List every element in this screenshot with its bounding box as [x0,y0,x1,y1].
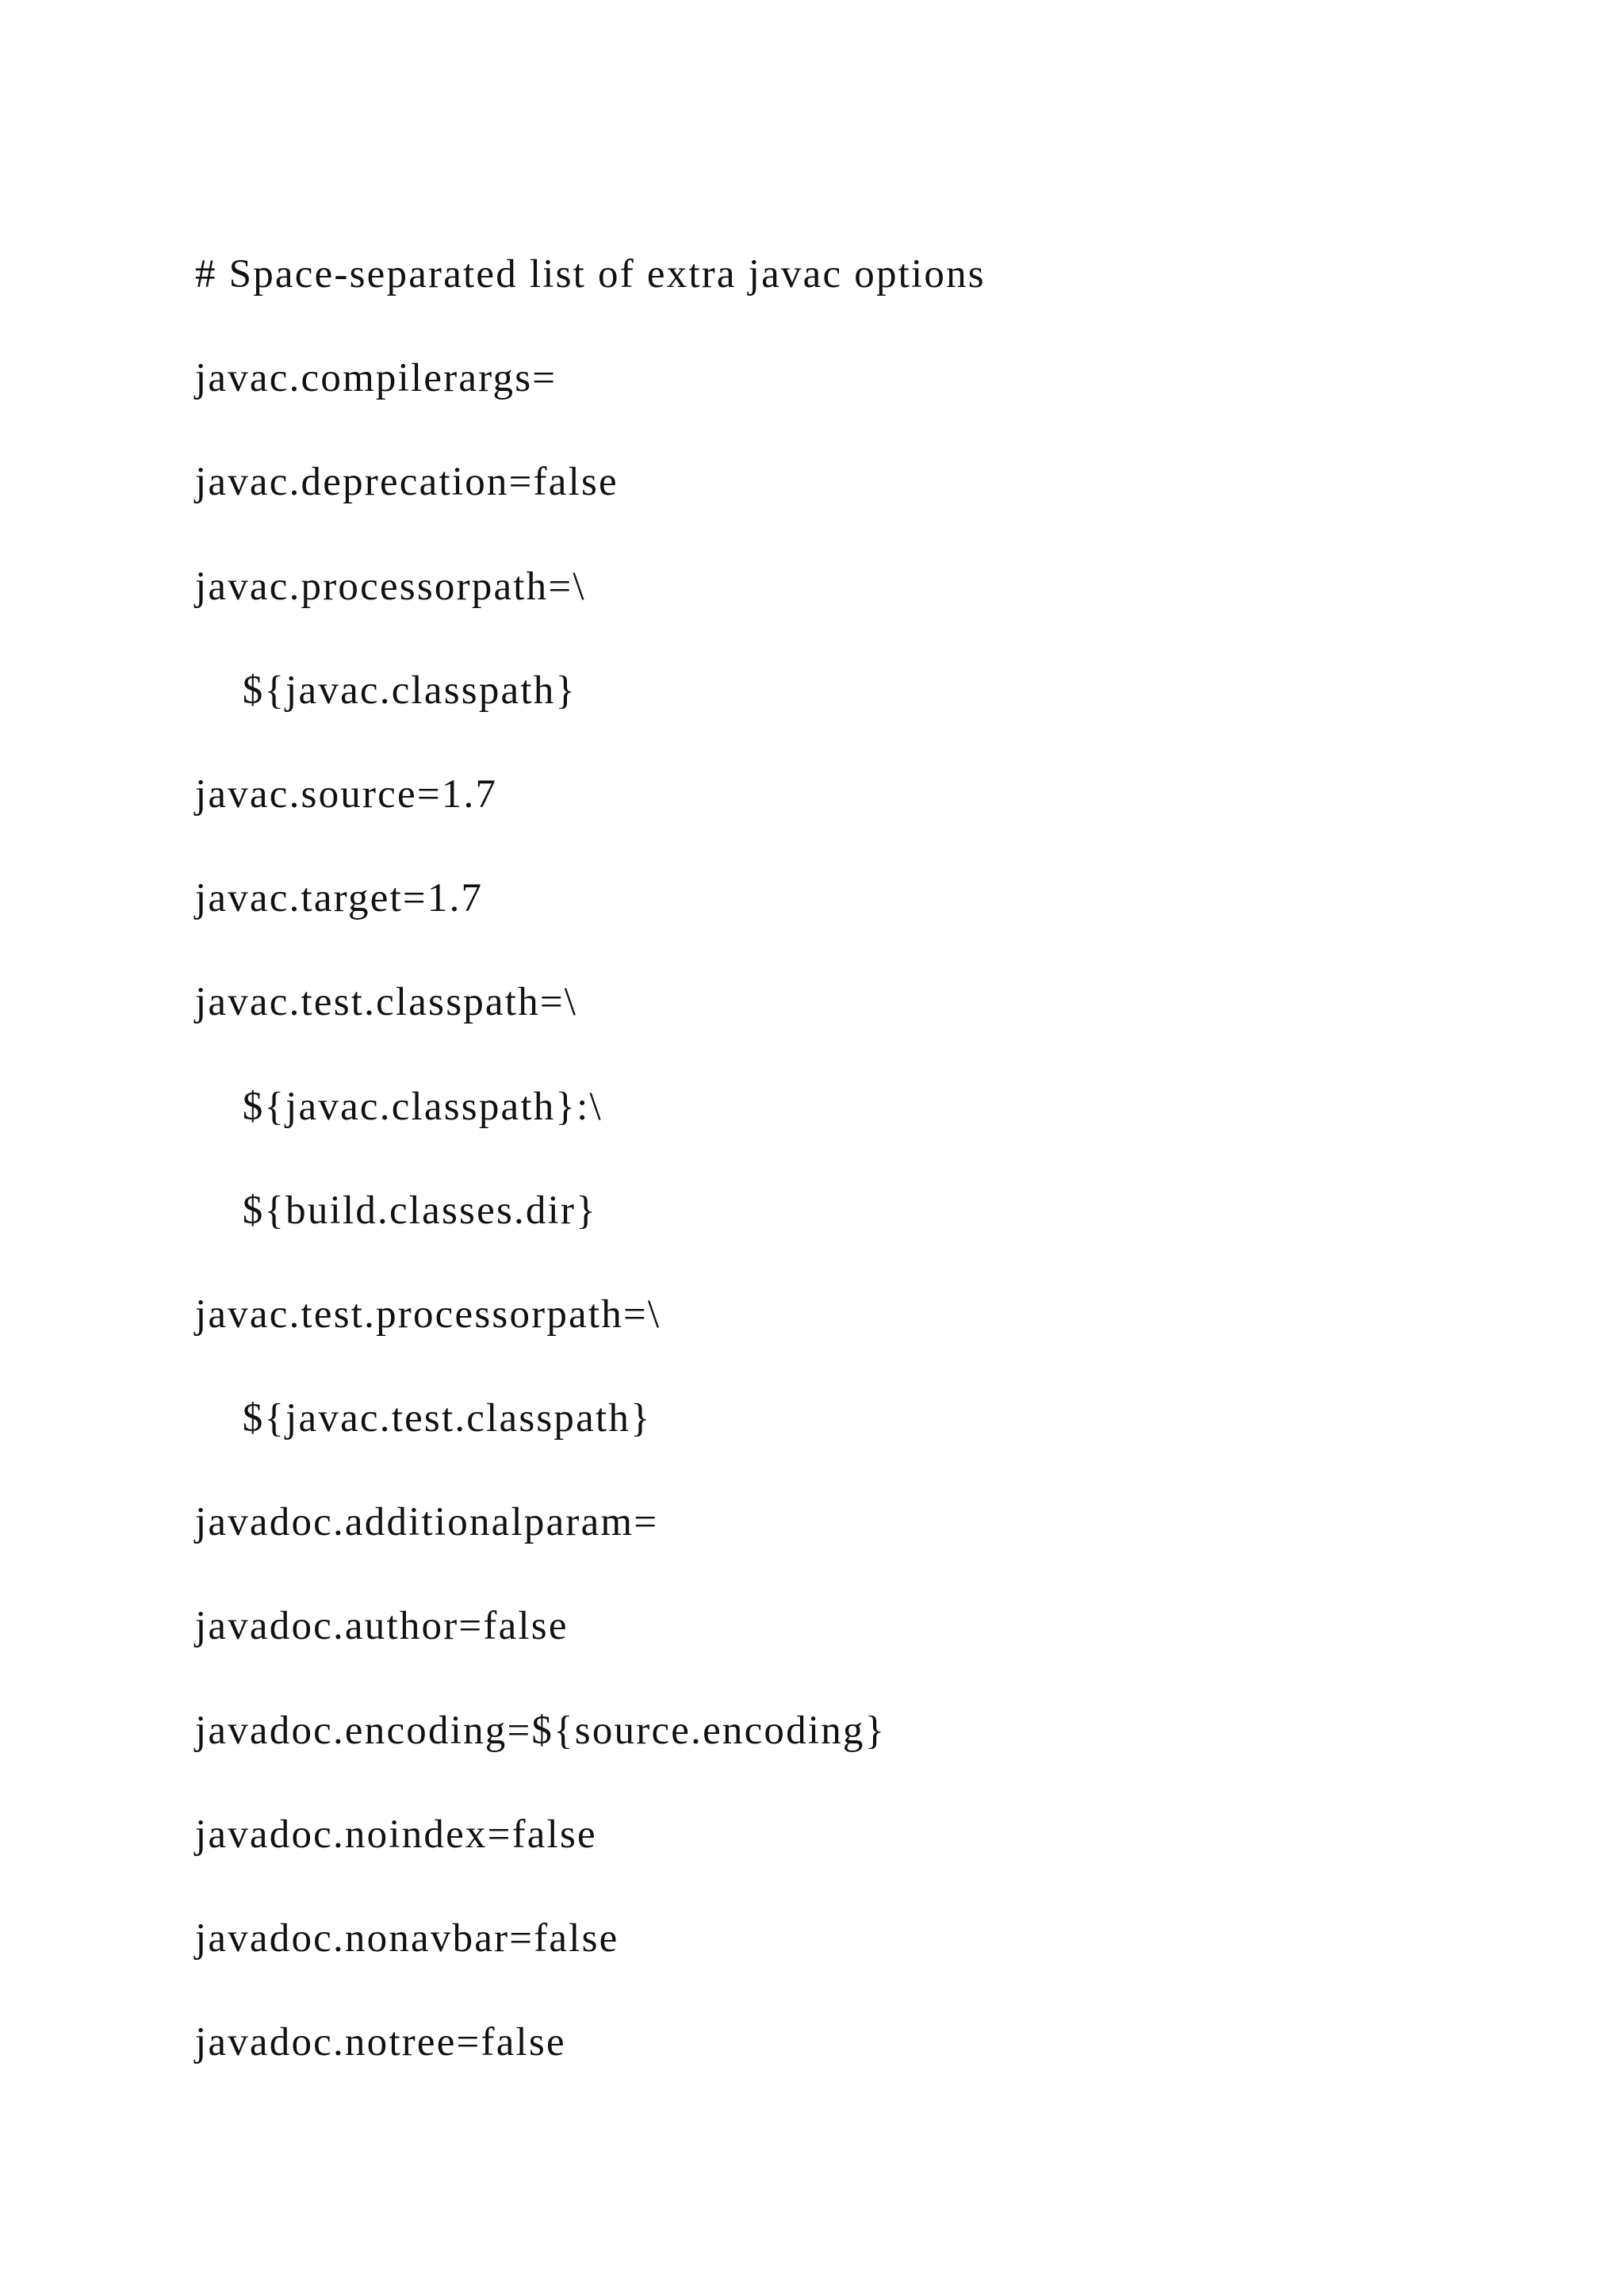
continuation-line: ${javac.classpath} [195,668,577,713]
property-line: javac.processorpath=\ [195,564,586,609]
continuation-line: ${javac.test.classpath} [195,1396,652,1441]
property-line: javadoc.additionalparam= [195,1500,659,1545]
property-line: javac.deprecation=false [195,460,619,505]
continuation-line: ${javac.classpath}:\ [195,1084,603,1129]
continuation-line: ${build.classes.dir} [195,1188,597,1233]
comment-line: # Space-separated list of extra javac options [195,252,986,297]
document-body [195,246,986,2118]
property-line: javadoc.author=false [195,1604,569,1649]
property-line: javadoc.noindex=false [195,1812,597,1857]
property-line: javac.test.processorpath=\ [195,1292,661,1337]
property-line: javadoc.notree=false [195,2020,566,2065]
property-line: javac.source=1.7 [195,771,498,817]
property-line: javac.target=1.7 [195,876,484,921]
property-line: javadoc.nonavbar=false [195,1916,619,1961]
property-line: javadoc.encoding=${source.encoding} [195,1708,887,1753]
property-line: javac.compilerargs= [195,356,557,401]
property-line: javac.test.classpath=\ [195,980,578,1025]
